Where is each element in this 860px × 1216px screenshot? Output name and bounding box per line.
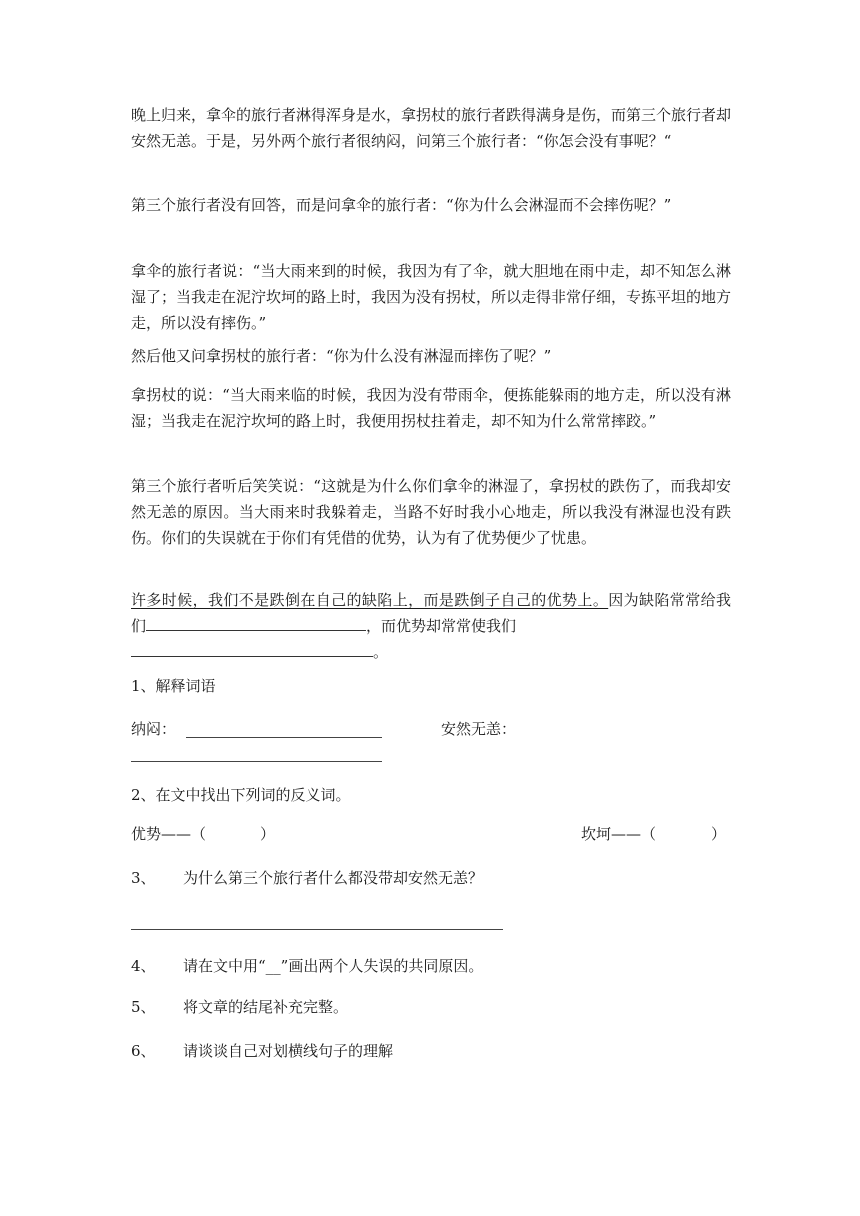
q3-number: 3、 (131, 869, 156, 887)
question-5 (131, 996, 348, 1018)
q2-word-2: 坎坷——（ (581, 825, 657, 843)
q5-number: 5、 (131, 998, 156, 1016)
passage-paragraph-7 (131, 587, 731, 665)
passage-paragraph-4: 然后他又问拿拐杖的旅行者：“你为什么没有淋湿而摔伤了呢？” (131, 347, 552, 365)
question-1-title: 1、解释词语 (131, 677, 216, 695)
q1-word-1: 纳闷： (131, 720, 177, 738)
fill-blank-1[interactable] (146, 616, 366, 631)
question-2-title: 2、在文中找出下列词的反义词。 (131, 786, 351, 804)
passage-paragraph-1: 晚上归来，拿伞的旅行者淋得浑身是水，拿拐杖的旅行者跌得满身是伤，而第三个旅行者却安然无恙。于是，另外两个旅行者很纳闷，问第三个旅行者：“你怎会没有事呢？“ (131, 106, 732, 150)
p7-text-end: 。 (373, 643, 389, 661)
q2-word-1: 优势——（ (131, 825, 207, 843)
fill-blank-2[interactable] (131, 642, 373, 657)
q4-number: 4、 (131, 957, 156, 975)
question-6 (131, 1040, 393, 1062)
q1-answer-line-2[interactable] (131, 761, 382, 762)
q1-answer-line-1[interactable] (186, 737, 382, 738)
q4-text: 请在文中用“__”画出两个人失误的共同原因。 (183, 957, 484, 975)
p7-text-b: ，而优势却常常使我们 (366, 617, 517, 635)
q2-word-2-close: ） (711, 825, 727, 843)
q6-number: 6、 (131, 1042, 156, 1060)
passage-paragraph-6: 第三个旅行者听后笑笑说：“这就是为什么你们拿伞的淋湿了，拿拐杖的跌伤了，而我却安然无恙的原因。当大雨来时我躲着走，当路不好时我小心地走，所以我没有淋湿也没有跌伤。你们的失误就在于你们有凭借的优势，认为有了优势便少了忧患。 (131, 477, 731, 547)
p7-text-a: 因为缺陷常常给我们 (131, 591, 731, 635)
underlined-sentence: 许多时候，我们不是跌倒在自己的缺陷上，而是跌倒子自己的优势上。 (131, 591, 609, 609)
q3-answer-line[interactable] (131, 929, 503, 930)
q6-text: 请谈谈自己对划横线句子的理解 (183, 1042, 394, 1060)
q3-text: 为什么第三个旅行者什么都没带却安然无恙？ (183, 869, 484, 887)
q1-word-2: 安然无恙： (441, 720, 517, 738)
question-4 (131, 955, 483, 977)
passage-paragraph-3: 拿伞的旅行者说：“当大雨来到的时候，我因为有了伞，就大胆地在雨中走，却不知怎么淋湿了；当我走在泥泞坎坷的路上时，我因为没有拐杖，所以走得非常仔细，专拣平坦的地方走，所以没有摔伤。” (131, 262, 732, 332)
passage-paragraph-2: 第三个旅行者没有回答，而是问拿伞的旅行者：“你为什么会淋湿而不会摔伤呢？” (131, 196, 672, 214)
passage-paragraph-5: 拿拐杖的说：“当大雨来临的时候，我因为没有带雨伞，便拣能躲雨的地方走，所以没有淋湿；当我走在泥泞坎坷的路上时，我便用拐杖拄着走，却不知为什么常常摔跤。” (131, 386, 731, 430)
q5-text: 将文章的结尾补充完整。 (183, 998, 349, 1016)
question-3 (131, 867, 483, 889)
q2-word-1-close: ） (260, 825, 276, 843)
